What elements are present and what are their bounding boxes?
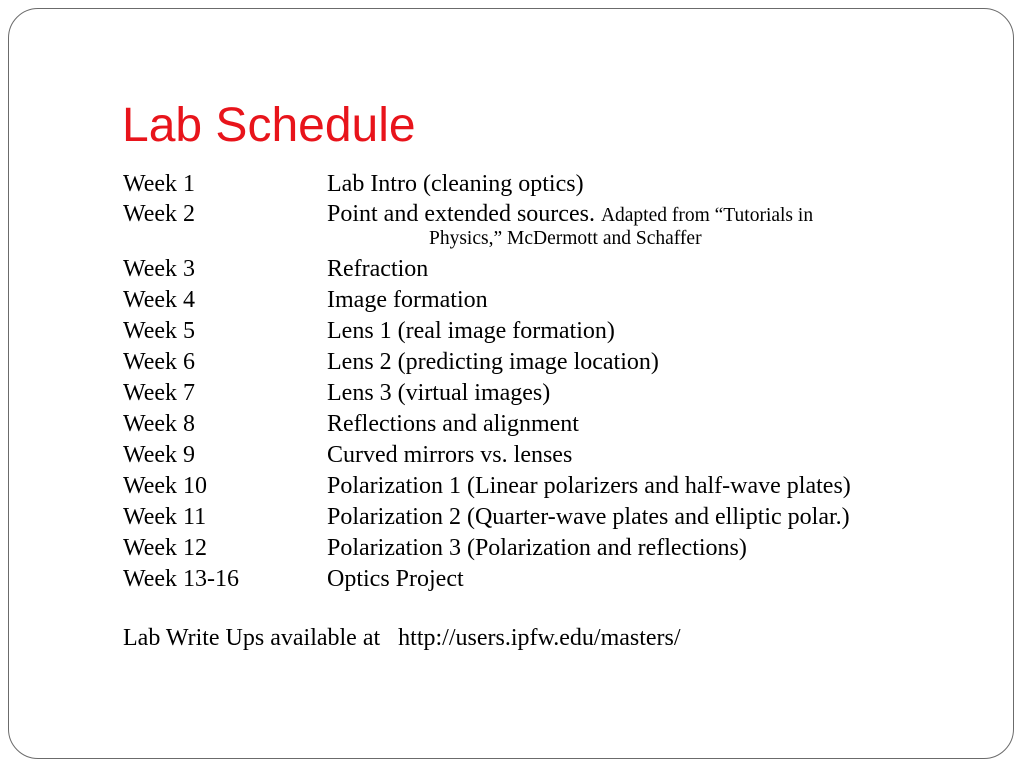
schedule-row-week-9 xyxy=(123,440,983,471)
week-label: Week 4 xyxy=(123,287,196,313)
schedule-row-week-7 xyxy=(123,378,983,409)
week-label: Week 5 xyxy=(123,318,196,344)
schedule-row-week-13-16 xyxy=(123,564,983,595)
week-topic: Point and extended sources. xyxy=(327,201,595,227)
week-label: Week 9 xyxy=(123,442,196,468)
slide-frame xyxy=(8,8,1014,759)
schedule-row-week-11 xyxy=(123,502,983,533)
week-label: Week 6 xyxy=(123,349,196,375)
week-label: Week 13-16 xyxy=(123,566,240,592)
week-label: Week 12 xyxy=(123,535,208,561)
week-topic: Image formation xyxy=(327,287,488,313)
week-label: Week 7 xyxy=(123,380,196,406)
week-topic: Polarization 2 (Quarter-wave plates and elliptic polar.) xyxy=(327,504,850,530)
week-topic: Reflections and alignment xyxy=(327,411,579,437)
source-note-continuation: Physics,” McDermott and Schaffer xyxy=(429,228,702,249)
slide-title: Lab Schedule xyxy=(122,99,416,152)
week-topic: Curved mirrors vs. lenses xyxy=(327,442,573,468)
week-topic: Polarization 3 (Polarization and reflections) xyxy=(327,535,747,561)
schedule-row-week-8 xyxy=(123,409,983,440)
week-topic: Optics Project xyxy=(327,566,464,592)
week-label: Week 2 xyxy=(123,201,196,227)
week-topic: Refraction xyxy=(327,256,429,282)
schedule-row-week-10 xyxy=(123,471,983,502)
week-topic: Lens 1 (real image formation) xyxy=(327,318,615,344)
schedule-list xyxy=(123,169,983,595)
week-label: Week 1 xyxy=(123,171,196,197)
week-topic: Polarization 1 (Linear polarizers and half-wave plates) xyxy=(327,473,851,499)
schedule-row-week-1 xyxy=(123,169,983,200)
week-label: Week 3 xyxy=(123,256,196,282)
schedule-row-week-12 xyxy=(123,533,983,564)
write-ups-link[interactable]: http://users.ipfw.edu/masters/ xyxy=(398,625,681,651)
schedule-row-week-3 xyxy=(123,254,983,285)
week-label: Week 10 xyxy=(123,473,208,499)
week-topic: Lens 3 (virtual images) xyxy=(327,380,551,406)
schedule-row-week-2 xyxy=(123,200,983,230)
week-topic: Lens 2 (predicting image location) xyxy=(327,349,659,375)
footer-label: Lab Write Ups available at xyxy=(123,625,381,651)
write-ups-footer xyxy=(123,623,681,654)
week-label: Week 8 xyxy=(123,411,196,437)
week-topic: Lab Intro (cleaning optics) xyxy=(327,171,584,197)
schedule-row-week-4 xyxy=(123,285,983,316)
week-label: Week 11 xyxy=(123,504,207,530)
source-note: Adapted from “Tutorials in xyxy=(600,205,814,226)
schedule-row-week-5 xyxy=(123,316,983,347)
schedule-row-week-6 xyxy=(123,347,983,378)
